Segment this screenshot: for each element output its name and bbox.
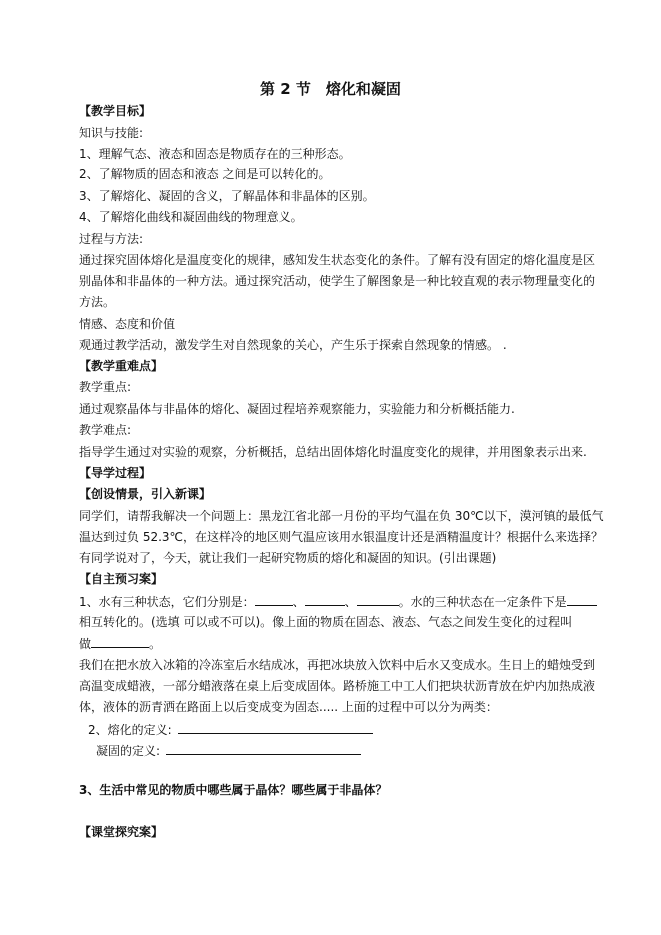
question-2-melting [88,721,373,738]
answer-blank-1[interactable] [255,593,293,606]
answer-blank-2[interactable] [305,593,345,606]
page-title: 第 2 节 熔化和凝固 [260,80,401,98]
paragraph-line-3: 体，液体的沥青洒在路面上以后变成变为固态..... 上面的过程中可以分为两类： [79,700,498,714]
question-1-text-a: 1、水有三种状态，它们分别是： [79,595,255,609]
question-1-line-2: 相互转化的。(选填 可以或不可以)。像上面的物质在固态、液态、气态之间发生变化的过程叫 [79,615,573,629]
section-guide-process: 【导学过程】 [79,466,152,480]
process-methods-line-1: 通过探究固体熔化是温度变化的规律，感知发生状态变化的条件。了解有没有固定的熔化温度是区 [79,253,596,267]
answer-blank-5[interactable] [91,635,149,648]
section-key-points: 【教学重难点】 [79,359,164,373]
scene-line-2: 温达到过负 52.3℃，在这样冷的地区则气温应该用水银温度计还是酒精温度计？根据什么来选择？ [79,530,604,544]
emotion-line-1: 观通过教学活动，激发学生对自然现象的关心，产生乐于探索自然现象的情感。 . [79,338,507,352]
process-methods-line-2: 别晶体和非晶体的一种方法。通过探究活动，使学生了解图象是一种比较直观的表示物理量变化的 [79,274,596,288]
goal-item-4: 4、了解熔化曲线和凝固曲线的物理意义。 [79,210,303,224]
question-2-solidification-label: 凝固的定义: [96,744,161,758]
question-1-line-3 [79,635,161,652]
question-1-text-b: 。水的三种状态在一定条件下是 [398,595,567,609]
process-methods-label: 过程与方法: [79,232,144,246]
section-scene: 【创设情景，引入新课】 [79,487,212,501]
process-methods-line-3: 方法。 [79,295,116,309]
paragraph-line-2: 高温变成蜡液，一部分蜡液落在桌上后变成固体。路桥施工中工人们把块状沥青放在炉内加热成液 [79,679,596,693]
emotion-label: 情感、态度和价值 [79,317,176,331]
solidification-definition-blank[interactable] [166,742,361,755]
question-2-solidification [96,742,361,759]
answer-blank-3[interactable] [357,593,399,606]
separator: 、 [344,595,357,609]
key-point-label: 教学重点: [79,380,132,394]
goal-item-3: 3、了解熔化、凝固的含义，了解晶体和非晶体的区别。 [79,189,375,203]
question-3: 3、生活中常见的物质中哪些属于晶体？哪些属于非晶体？ [79,783,388,797]
key-point-line: 通过观察晶体与非晶体的熔化、凝固过程培养观察能力，实验能力和分析概括能力. [79,402,515,416]
goal-item-2: 2、了解物质的固态和液态 之间是可以转化的。 [79,167,331,181]
melting-definition-blank[interactable] [178,721,373,734]
question-2-melting-label: 2、熔化的定义: [88,723,172,737]
section-teaching-goals: 【教学目标】 [79,104,152,118]
scene-line-3: 有同学说对了，今天，就让我们一起研究物质的熔化和凝固的知识。(引出课题) [79,551,497,565]
separator: 、 [292,595,305,609]
knowledge-skills-label: 知识与技能: [79,126,144,140]
goal-item-1: 1、理解气态、液态和固态是物质存在的三种形态。 [79,147,351,161]
paragraph-line-1: 我们在把水放入冰箱的冷冻室后水结成冰，再把冰块放入饮料中后水又变成水。生日上的蜡烛受到 [79,658,596,672]
section-preview: 【自主预习案】 [79,572,164,586]
difficulty-line: 指导学生通过对实验的观察，分析概括，总结出固体熔化时温度变化的规律，并用图象表示出来. [79,445,587,459]
question-1-line-1 [79,593,597,610]
question-1-text-d: 做 [79,637,92,651]
question-1-text-e: 。 [149,637,162,651]
answer-blank-4[interactable] [567,593,597,606]
section-class-inquiry: 【课堂探究案】 [79,825,164,839]
difficulty-label: 教学难点: [79,423,132,437]
scene-line-1: 同学们，请帮我解决一个问题上：黑龙江省北部一月份的平均气温在负 30℃以下，漠河镇的最低气 [79,509,604,523]
